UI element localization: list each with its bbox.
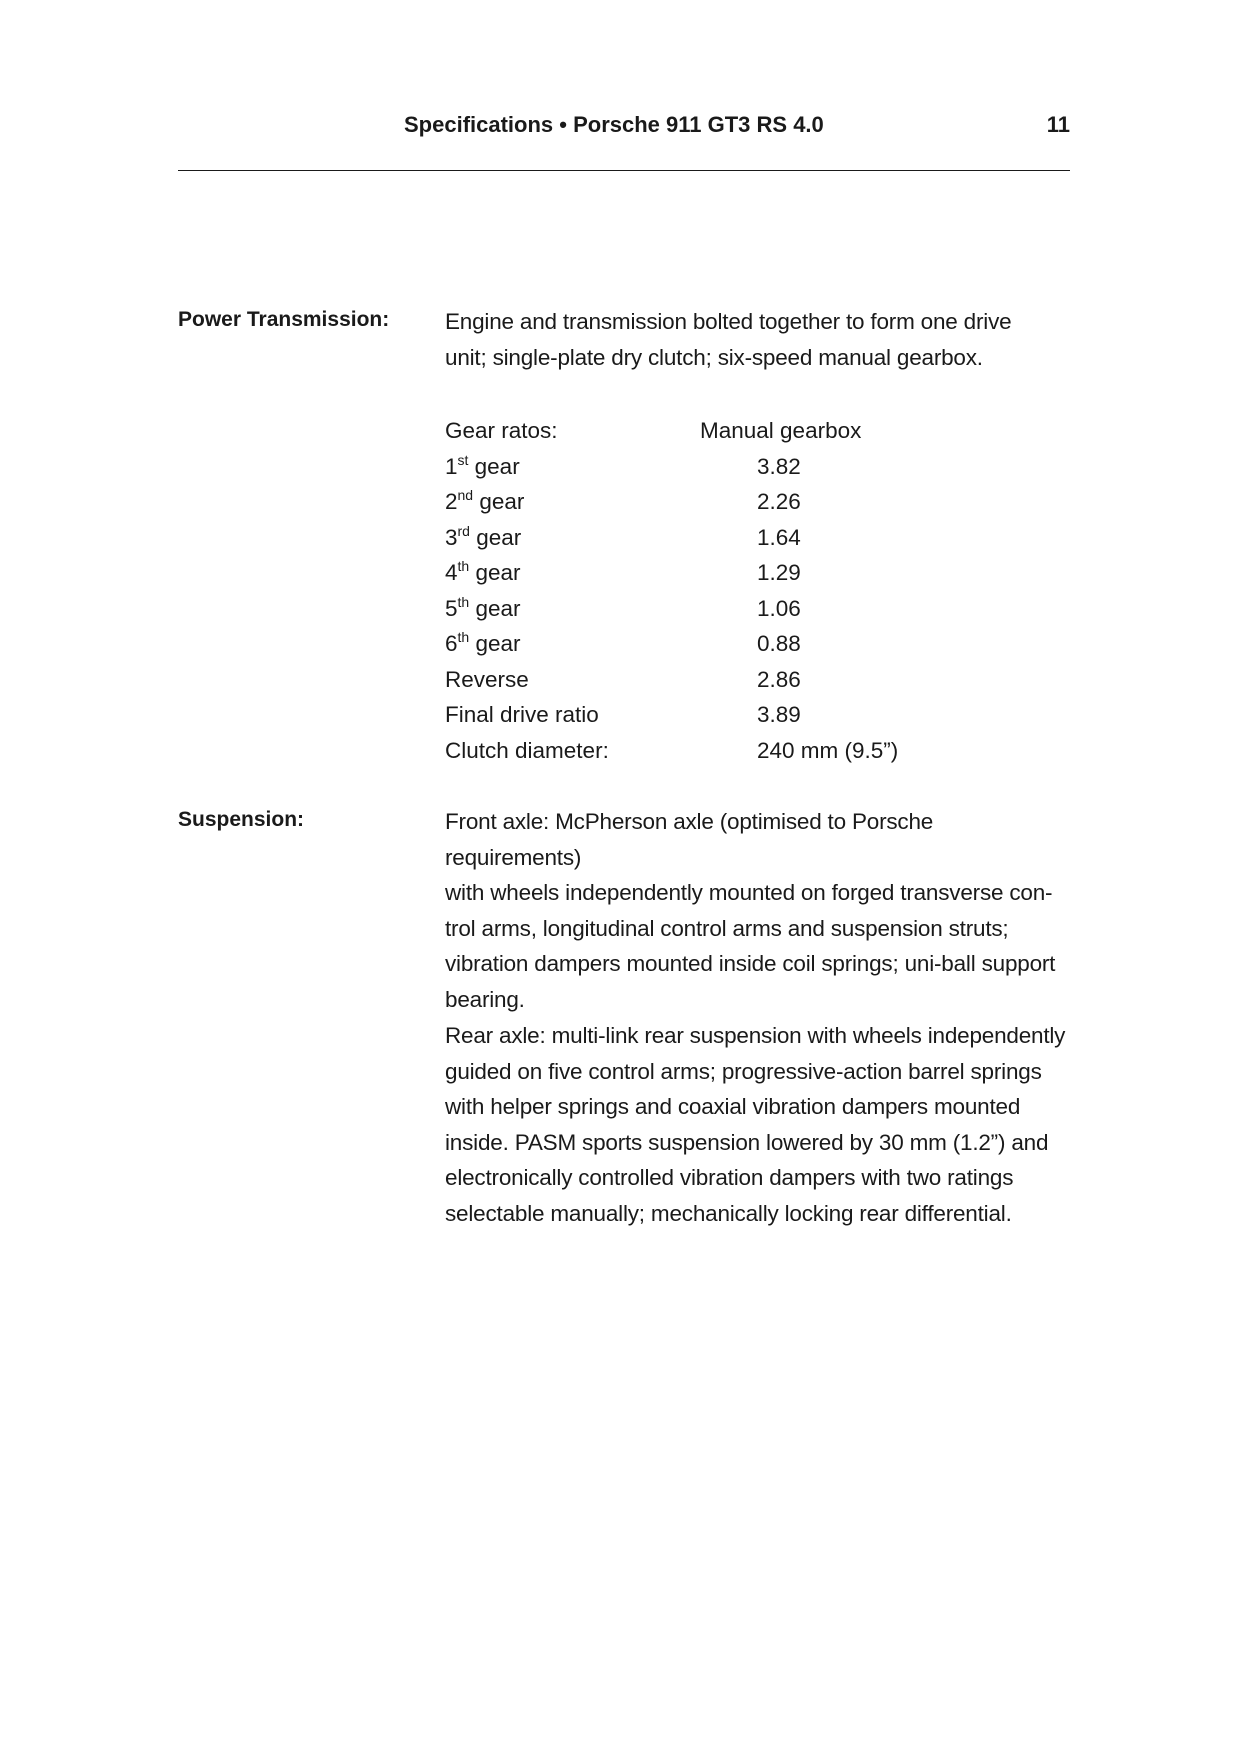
gear-name: Clutch diameter: <box>445 737 609 763</box>
header-divider <box>178 170 1070 171</box>
text-line: vibration dampers mounted inside coil springs; uni-ball support <box>445 951 1056 976</box>
gear-name: 3rd gear <box>445 522 522 550</box>
text-line: selectable manually; mechanically locking rear differential. <box>445 1200 1012 1226</box>
text-line: with wheels independently mounted on forged transverse con- <box>445 880 1053 905</box>
text-line: electronically controlled vibration dampers with two ratings <box>445 1165 1014 1190</box>
gear-ratio-value: 1.64 <box>757 524 801 550</box>
gear-ratio-value: 0.88 <box>757 631 801 656</box>
gear-ratio-value: 240 mm (9.5”) <box>757 737 899 763</box>
suspension-rear-axle <box>445 1018 1075 1231</box>
text-line: Rear axle: multi-link rear suspension with wheels independently <box>445 1023 1066 1048</box>
text-line: trol arms, longitudinal control arms and suspension struts; <box>445 915 1009 941</box>
power-transmission-intro <box>445 304 1075 375</box>
gear-row <box>445 520 1065 556</box>
suspension-front-axle <box>445 804 1075 1017</box>
gear-name: 2nd gear <box>445 487 525 514</box>
gear-ratio-value: 2.86 <box>757 666 801 692</box>
gear-row <box>445 449 1065 485</box>
page-header <box>178 112 1070 146</box>
gear-ratio-table <box>445 413 1065 768</box>
section-label-power-transmission: Power Transmission: <box>178 308 390 331</box>
gear-row <box>445 555 1065 591</box>
section-label-suspension: Suspension: <box>178 808 305 831</box>
gear-row <box>445 626 1065 662</box>
intro-line: unit; single-plate dry clutch; six-speed manual gearbox. <box>445 344 983 370</box>
gear-name: Final drive ratio <box>445 702 599 727</box>
gear-ratio-value: 1.06 <box>757 595 801 621</box>
gear-name: Reverse <box>445 666 529 692</box>
gear-name: 5th gear <box>445 593 521 621</box>
text-line: with helper springs and coaxial vibration dampers mounted <box>445 1094 1021 1119</box>
text-line: bearing. <box>445 986 525 1012</box>
gear-row <box>445 591 1065 627</box>
gear-ratio-value: 1.29 <box>757 560 801 585</box>
gear-row <box>445 662 1065 698</box>
gear-name: 1st gear <box>445 451 520 479</box>
gear-name: 6th gear <box>445 629 521 656</box>
gear-table-header-value: Manual gearbox <box>700 418 862 443</box>
gear-ratio-value: 3.89 <box>757 702 801 727</box>
gear-name: 4th gear <box>445 558 521 585</box>
gear-table-header <box>445 413 1065 449</box>
gear-ratio-value: 2.26 <box>757 489 801 514</box>
gear-table-header-name: Gear ratos: <box>445 418 558 443</box>
text-line: guided on five control arms; progressive-action barrel springs <box>445 1058 1042 1084</box>
page-title: Specifications • Porsche 911 GT3 RS 4.0 <box>404 112 824 137</box>
gear-row <box>445 733 1065 769</box>
text-line: inside. PASM sports suspension lowered by 30 mm (1.2”) and <box>445 1129 1049 1155</box>
gear-row <box>445 697 1065 733</box>
gear-row <box>445 484 1065 520</box>
page-number: 11 <box>1046 112 1070 137</box>
intro-line: Engine and transmission bolted together to form one drive <box>445 309 1012 334</box>
gear-ratio-value: 3.82 <box>757 453 801 479</box>
text-line: Front axle: McPherson axle (optimised to Porsche requirements) <box>445 809 934 870</box>
